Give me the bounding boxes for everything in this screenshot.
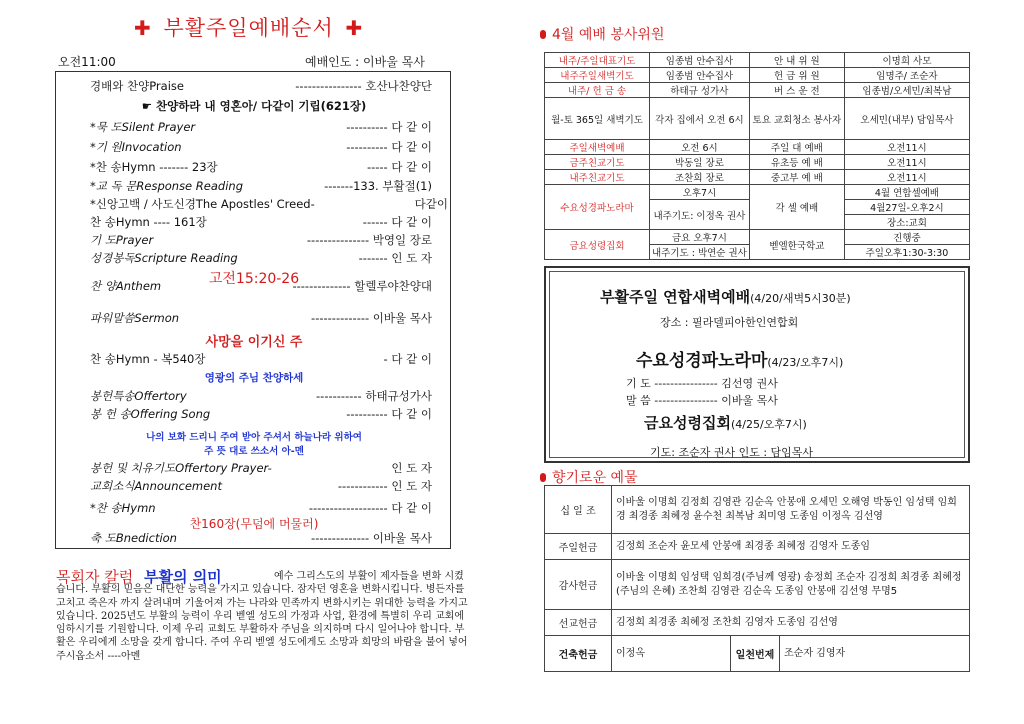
- pastor-column-text: 예수 그리스도의 부활이 제자들을 변화 시켰습니다. 부활의 믿음은 대단한 능력을 가지고 있습니다. 잠자던 영혼을 변화시킵니다. 병든자를 고치고 죽은자 까지 살려내며 기울어져 가는 나라와 민족까지 변화시키는 위대한 능력을 가지고 있습니다. 2025년도 부활의 능력이 우리 벧엘 성도의 가정과 사업, 환경에 특별히 우리 교회에 임하시기를 기원합니다. 이제 우리 교회도 부활하자 주님을 의지하며 다시 일어나야 합니다. 부활은 우리에게 소망을 갖게 합니다. 주여 우리 벧엘 성도에게도 소망과 희망의 바람을 불어 넣어 주시옵소서 ----아멘: [56, 571, 468, 662]
- table-row: 감사헌금 이바울 이명희 임성택 임희경(주님께 영광) 송정희 조순자 김정희 최경종 최혜정(주님의 은혜) 조찬희 김영관 김순옥 도종임 안봉애 김선영 무명5: [545, 560, 970, 610]
- table-row: 내주주일새벽기도 임종범 안수집사 헌 금 위 원 임명주/ 조순자: [545, 68, 970, 83]
- title-text: 부활주일예배순서: [163, 16, 334, 40]
- table-row: 내주친교기도 조찬희 장로 중고부 예 배 오전11시: [545, 170, 970, 185]
- order-row: *교 독 문Response Reading -------133. 부활절(1): [90, 179, 432, 193]
- table-row: 금요성령집회 금요 오후7시 벧엘한국학교 진행중: [545, 230, 970, 245]
- duty-table: [544, 52, 970, 260]
- table-row: 십 일 조 이바울 이명희 김정희 김영관 김순옥 안봉애 오세민 오해영 박동인 임성택 임희경 최경종 최혜정 윤수천 최복남 최미영 도종임 이정옥 김선영: [545, 486, 970, 534]
- column-label: 목회자 칼럼: [56, 568, 134, 586]
- table-row: 금주친교기도 박동일 장로 유초등 예 배 오전11시: [545, 155, 970, 170]
- table-row: 수요성경파노라마 오후7시 각 셀 예배 4월 연합셀예배: [545, 185, 970, 200]
- events-inner: [549, 271, 965, 458]
- table-row: 내주기도: 이정옥 권사 4월27일-오후2시: [545, 200, 970, 215]
- wed-service: 수요성경파노라마(4/23/오후7시): [636, 351, 844, 371]
- scripture-ref: 고전15:20-26: [208, 271, 300, 287]
- order-row: 찬 송Hymn ---- 161장 ------ 다 같 이: [90, 215, 432, 229]
- offering-lyric: 나의 보화 드리니 주여 받아 주셔서 하늘나라 위하여: [146, 432, 362, 443]
- column-title: 부활의 의미: [144, 568, 222, 586]
- order-row: 봉헌특송Offertory ----------- 하태규성가사: [90, 389, 432, 403]
- order-row: *묵 도Silent Prayer ---------- 다 같 이: [90, 120, 432, 134]
- offering-lyric: 주 뜻 대로 쓰소서 아-멘: [204, 446, 304, 457]
- order-row: *기 원Invocation ---------- 다 같 이: [90, 140, 432, 154]
- bulletin-title: [130, 12, 367, 42]
- bullet-icon: [540, 30, 546, 39]
- order-row: 찬 양Anthem -------------- 할렐루야찬양대: [90, 279, 432, 293]
- final-hymn: 찬160장(무덤에 머물러): [189, 517, 319, 531]
- order-row: 성경봉독Scripture Reading ------- 인 도 자: [90, 251, 432, 265]
- offering-heading: 향기로운 예물: [540, 467, 638, 487]
- order-row: 파워말씀Sermon -------------- 이바울 목사: [90, 311, 432, 325]
- table-row: 내주기도 : 박연순 권사 주일오후1:30-3:30: [545, 245, 970, 260]
- table-row: 주일헌금 김정희 조순자 윤모세 안봉애 최경종 최혜정 김영자 도종임: [545, 534, 970, 560]
- dawn-place: 장소 : 필라델피아한인연합회: [660, 316, 799, 329]
- table-row: 선교헌금 김정희 최경종 최혜정 조찬희 김영자 도종임 김선영: [545, 610, 970, 636]
- wed-sermon: 말 씀 ---------------- 이바울 목사: [626, 394, 778, 407]
- order-row: *찬 송Hymn ------------------- 다 같 이: [90, 501, 432, 515]
- events-box: [544, 266, 970, 463]
- order-row: 기 도Prayer --------------- 박영일 장로: [90, 233, 432, 247]
- fri-info: 기도: 조순자 권사 인도 : 담임목사: [650, 446, 814, 459]
- red-cross-icon: ✚: [345, 16, 364, 40]
- wed-prayer: 기 도 ---------------- 김선영 권사: [626, 377, 778, 390]
- table-row: 주일새벽예배 오전 6시 주일 대 예배 오전11시: [545, 140, 970, 155]
- order-of-service: [55, 71, 451, 549]
- order-row: 봉 헌 송Offering Song ---------- 다 같 이: [90, 407, 432, 421]
- order-row: 찬 송Hymn - 복540장 - 다 같 이: [90, 352, 432, 366]
- red-cross-icon: ✚: [134, 16, 152, 40]
- table-row: 월-토 365일 새벽기도 각자 집에서 오전 6시 토요 교회청소 봉사자 오세민(내부) 담임목사: [545, 98, 970, 140]
- dawn-service: 부활주일 연합새벽예배(4/20/새벽5시30분): [600, 288, 851, 306]
- service-time: 오전11:00: [58, 55, 116, 69]
- table-row: 장소:교회: [545, 215, 970, 230]
- table-row: 내주/주일대표기도 임종범 안수집사 안 내 위 원 이명희 사모: [545, 53, 970, 68]
- order-row: 교회소식Announcement ------------ 인 도 자: [90, 479, 432, 493]
- table-row: 건축헌금 이정옥 일천번제 조순자 김영자: [545, 636, 970, 672]
- bullet-icon: [540, 473, 546, 482]
- offering-table: [544, 485, 970, 672]
- fri-service: 금요성령집회(4/25/오후7시): [644, 414, 807, 432]
- order-row: *찬 송Hymn ------- 23장 ----- 다 같 이: [90, 160, 432, 174]
- hymn-title: 영광의 주님 찬양하세: [204, 372, 304, 384]
- order-row: 봉헌 및 치유기도Offertory Prayer- 인 도 자: [90, 461, 432, 475]
- table-row: 내주/ 헌 금 송 하태규 성가사 버 스 운 전 임종범/오세민/최복남: [545, 83, 970, 98]
- order-row: ☛ 찬양하라 내 영혼아/ 다같이 기립(621장): [141, 99, 367, 113]
- sermon-title: 사망을 이기신 주: [205, 335, 303, 350]
- duty-heading: 4월 예배 봉사위원: [540, 24, 664, 44]
- service-leader: 예배인도 : 이바울 목사: [305, 55, 425, 69]
- order-row: *신앙고백 / 사도신경The Apostles' Creed- 다같이: [90, 197, 448, 211]
- order-row: 경배와 찬양Praise ---------------- 호산나찬양단: [90, 79, 432, 93]
- order-row: 축 도Bnediction -------------- 이바울 목사: [90, 531, 432, 545]
